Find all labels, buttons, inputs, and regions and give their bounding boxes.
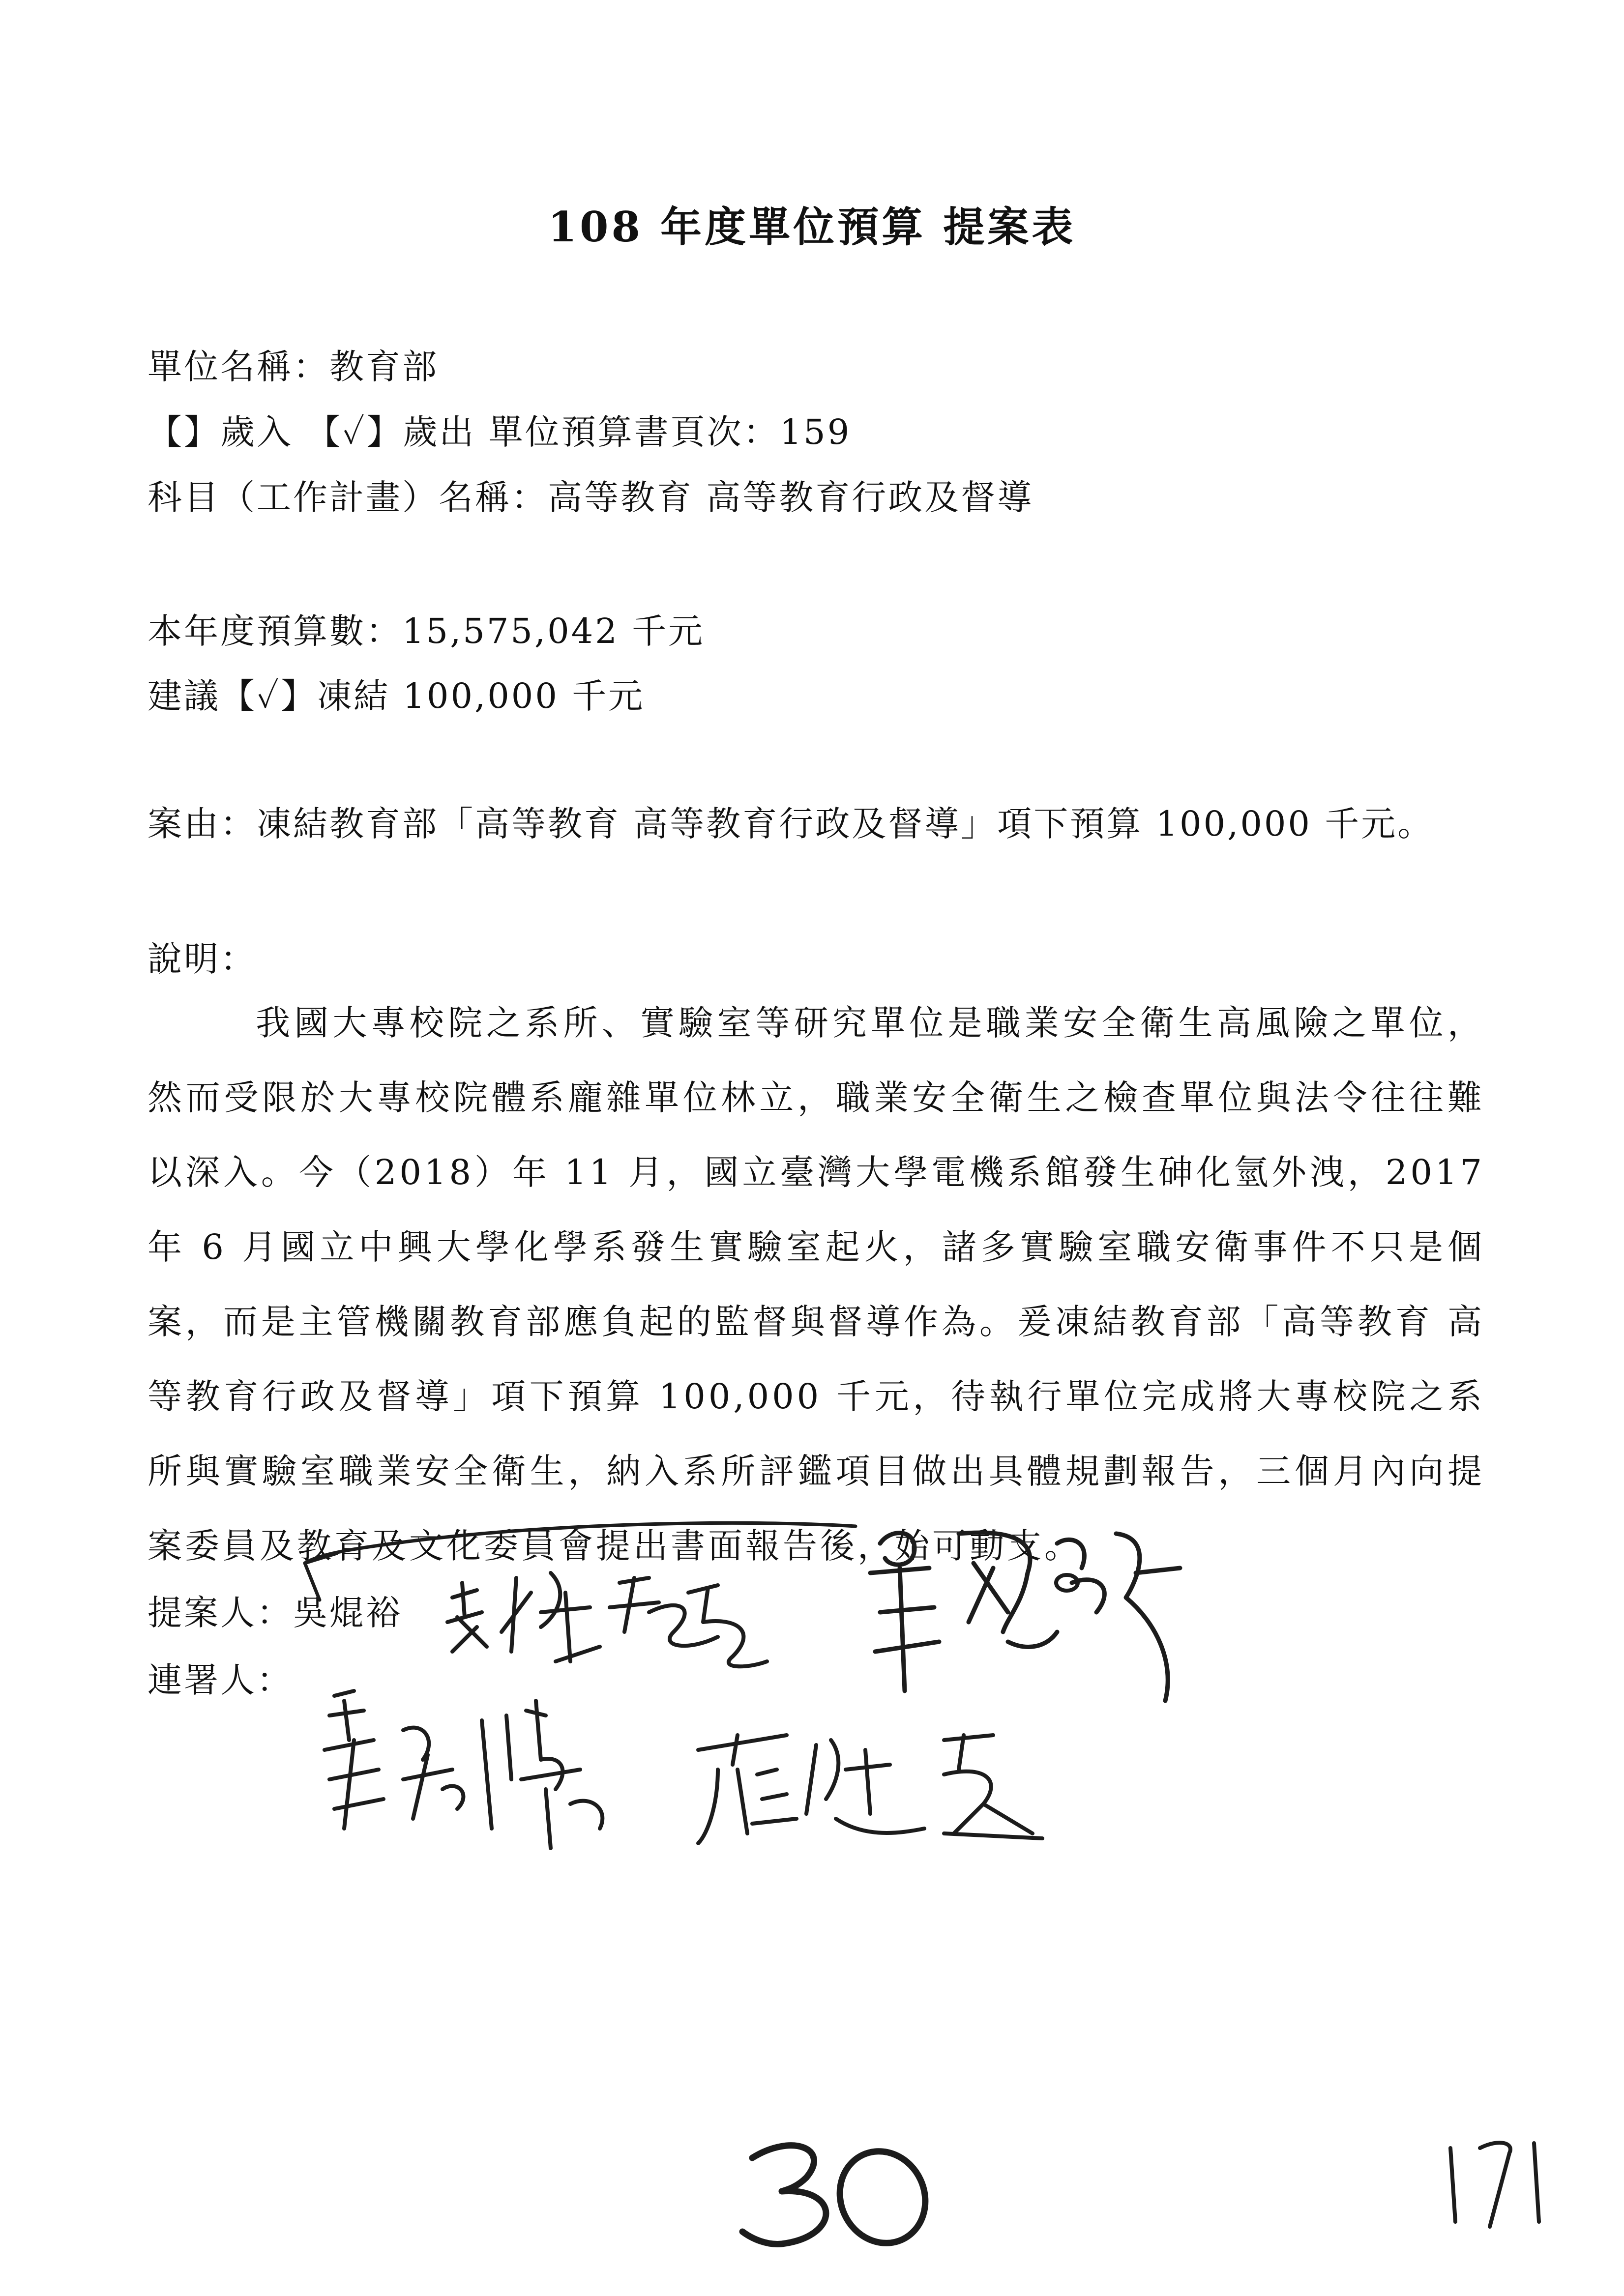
cosigner-signature-2 — [315, 1681, 629, 1858]
proposer: 提案人：吳焜裕 — [148, 1593, 402, 1633]
proposer-signature — [443, 1563, 777, 1676]
budget-type-line: 【】歲入 【✓】歲出 單位預算書頁次：159 — [148, 412, 852, 452]
handwritten-sheet-number — [1436, 2133, 1564, 2232]
subject-line: 科目（工作計畫）名稱：高等教育 高等教育行政及督導 — [148, 477, 1034, 518]
handwritten-page-number — [733, 2128, 939, 2256]
budget-amount: 本年度預算數：15,575,042 千元 — [148, 611, 705, 651]
unit-name: 單位名稱：教育部 — [148, 347, 439, 387]
cosigner-signature-3 — [688, 1715, 1062, 1853]
case-cause: 案由：凍結教育部「高等教育 高等教育行政及督導」項下預算 100,000 千元。 — [148, 804, 1434, 844]
explanation-paragraph: 我國大專校院之系所、實驗室等研究單位是職業安全衛生高風險之單位，然而受限於大專校院體系龐雜單位林立，職業安全衛生之檢查單位與法令往往難以深入。今（2018）年 11 月，國立臺灣大學電機系館發生砷化氫外洩，2017 年 6 月國立中興大學化學系發生實驗室起火，諸多實驗室職安衛事件不只是個案，而是主管機關教育部應負起的監督與督導作為。爰凍結教育部「高等教育 高等教育行政及督導」項下預算 100,000 千元，待執行單位完成將大專校院之系所與實驗室職業安全衛生，納入系所評鑑項目做出具體規劃報告，三個月內向提案委員及教育及文化委員會提出書面報告後，始可動支。 — [148, 1003, 1485, 1566]
cosigners-label: 連署人： — [148, 1660, 293, 1700]
explanation-body — [148, 986, 1485, 1583]
cosigner-signature-1 — [860, 1514, 1205, 1720]
recommendation: 建議【✓】凍結 100,000 千元 — [148, 676, 645, 716]
explanation-heading: 說明： — [148, 939, 257, 979]
document-title: 108 年度單位預算 提案表 — [548, 203, 1076, 251]
